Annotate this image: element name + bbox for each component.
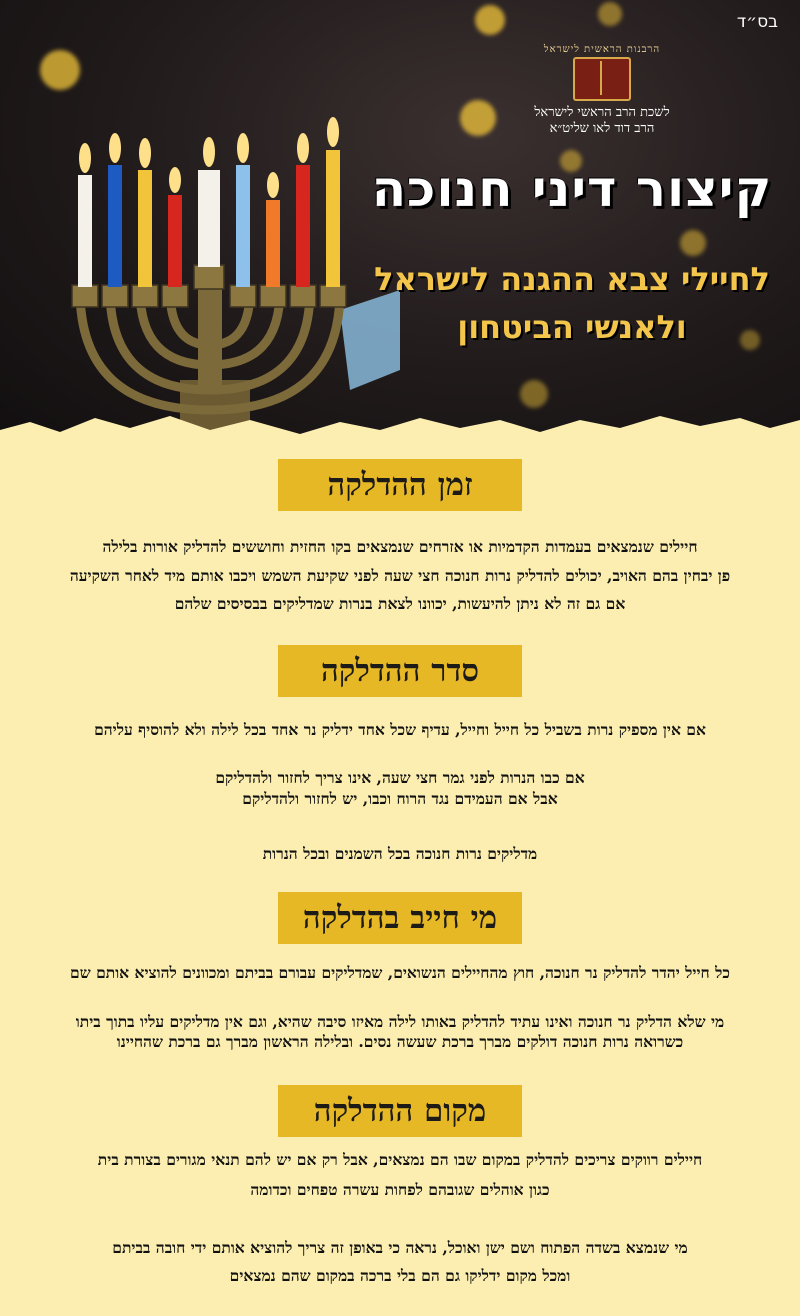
section-2-line-1: אם אין מספיק נרות בשביל כל חייל וחייל, עדיף שכל אחד ידליק נר אחד בכל לילה ולא להוסיף עליהם [94, 720, 706, 739]
logo-arc-text: הרבנות הראשית לישראל [543, 44, 661, 55]
bokeh-light [460, 100, 496, 136]
section-1-line-2: פן יבחין בהם האויב, יכולים להדליק נרות חנוכה חצי שעה לפני שקיעת השמש ויכבו אותם מיד לאחר השקיעה [69, 566, 731, 585]
bokeh-light [598, 2, 622, 26]
section-title-who-obligated: מי חייב בהדלקה [278, 892, 522, 944]
section-3-line-2: מי שלא הדליק נר חנוכה ואינו עתיד להדליק באותו לילה מאיזו סיבה שהיא, וגם אין מדליקים עליו בתוך ביתו [75, 1012, 725, 1031]
section-2-line-3: אבל אם העמידם נגד הרוח וכבו, יש לחזור ולהדליקם [242, 789, 558, 808]
logo-line-2: הרב דוד לאו שליט״א [549, 121, 655, 136]
bokeh-light [680, 230, 706, 256]
torn-paper-edge [0, 410, 800, 455]
section-3-line-1: כל חייל יהדר להדליק נר חנוכה, חוץ מהחיילים הנשואים, שמדליקים עבורם בביתם ומכוונים להוציא אותם שם [70, 963, 730, 982]
logo-line-1: לשכת הרב הראשי לישראל [534, 105, 670, 120]
bokeh-light [520, 380, 548, 408]
section-2-line-2: אם כבו הנרות לפני גמר חצי שעה, אינו צריך לחזור ולהדליקם [215, 768, 585, 787]
section-title-lighting-time: זמן ההדלקה [278, 459, 522, 511]
page-title: קיצור דיני חנוכה [371, 160, 773, 218]
section-1-line-1: חיילים שנמצאים בעמדות הקדמיות או אזרחים שנמצאים בקו החזית וחוששים להדליק אורות בלילה [102, 537, 698, 556]
book-icon [573, 57, 631, 101]
section-4-line-2: כגון אוהלים שגובהם לפחות עשרה טפחים וכדומה [250, 1180, 550, 1199]
section-1-line-3: אם גם זה לא ניתן להיעשות, יכוונו לצאת בנרות שמדליקים בבסיסים שלהם [174, 594, 626, 613]
bokeh-light [475, 5, 505, 35]
section-4-line-1: חיילים רווקים צריכים להדליק במקום שבו הם נמצאים, אבל רק אם יש להם תנאי מגורים בצורת בית [97, 1150, 703, 1169]
section-title-lighting-place: מקום ההדלקה [278, 1085, 522, 1137]
header-photo [0, 0, 800, 445]
menorah-illustration [70, 60, 400, 440]
rabbinate-logo [512, 44, 692, 137]
section-4-line-4: ומכל מקום ידליקו גם הם בלי ברכה במקום שהם נמצאים [229, 1266, 571, 1285]
section-3-line-3: כשרואה נרות חנוכה דולקים מברך ברכת שעשה נסים. ובלילה הראשון מברך גם ברכת שהחיינו [116, 1032, 684, 1051]
subtitle-line-2: ולאנשי הביטחון [457, 308, 687, 346]
subtitle-line-1: לחיילי צבא ההגנה לישראל [374, 260, 770, 298]
section-2-line-4: מדליקים נרות חנוכה בכל השמנים ובכל הנרות [262, 844, 538, 863]
section-title-lighting-order: סדר ההדלקה [278, 645, 522, 697]
bsd-label: בס״ד [736, 12, 778, 32]
page-subtitle [362, 255, 782, 351]
section-4-line-3: מי שנמצא בשדה הפתוח ושם ישן ואוכל, נראה כי באופן זה צריך להוציא אותם ידי חובה בביתם [112, 1238, 688, 1257]
